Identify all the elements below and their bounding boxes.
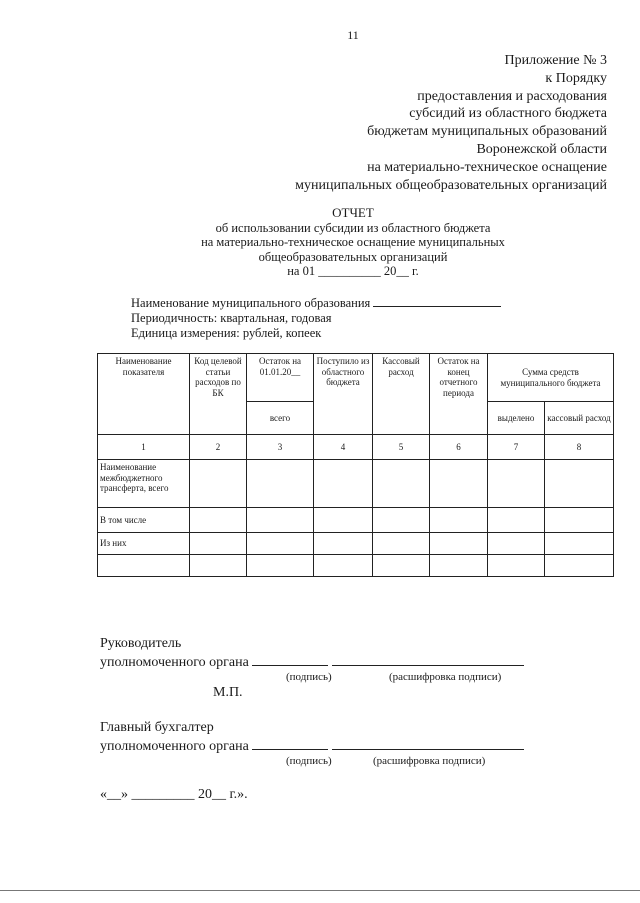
accountant-decoding-line: [332, 737, 524, 750]
date-line: «__» _________ 20__ г.».: [100, 787, 248, 802]
table-row: [98, 533, 614, 555]
header-allocated: выделено: [488, 402, 545, 435]
appendix-line: субсидий из областного бюджета: [409, 106, 607, 122]
header-municipal-budget: Сумма средств муниципального бюджета: [488, 354, 614, 402]
municipality-input-line: [373, 294, 501, 307]
column-number: 1: [98, 435, 190, 460]
stamp-placeholder: М.П.: [213, 685, 243, 700]
row-label: [98, 555, 190, 577]
appendix-line: к Порядку: [545, 70, 607, 86]
head-signature-row: [100, 653, 524, 672]
head-org-label: уполномоченного органа: [100, 655, 249, 670]
row-label: В том числе: [98, 508, 190, 533]
column-number: 7: [488, 435, 545, 460]
row-label: Из них: [98, 533, 190, 555]
accountant-signature-block: [100, 718, 524, 756]
column-number: 8: [545, 435, 614, 460]
column-number: 4: [314, 435, 373, 460]
appendix-line: Воронежской области: [476, 141, 607, 157]
header-sum-cash-expense: кассовый расход: [545, 402, 614, 435]
accountant-title: Главный бухгалтер: [100, 720, 214, 735]
unit-of-measure: Единица измерения: рублей, копеек: [131, 326, 322, 340]
table-row: [98, 555, 614, 577]
column-number: 6: [430, 435, 488, 460]
report-title-block: [0, 206, 640, 279]
appendix-line: муниципальных общеобразовательных организаций: [295, 177, 607, 193]
header-balance-end: Остаток на конец отчетного периода: [430, 354, 488, 435]
header-balance-start: Остаток на 01.01.20__: [247, 354, 314, 402]
appendix-line: Приложение № 3: [504, 53, 607, 68]
head-title: Руководитель: [100, 636, 182, 651]
accountant-signature-caption: (подпись): [286, 755, 332, 767]
head-decoding-caption: (расшифровка подписи): [389, 671, 502, 683]
appendix-line: бюджетам муниципальных образований: [367, 124, 607, 140]
appendix-line: предоставления и расходования: [417, 88, 607, 104]
column-number: 3: [247, 435, 314, 460]
accountant-decoding-caption: (расшифровка подписи): [373, 755, 486, 767]
periodicity: Периодичность: квартальная, годовая: [131, 311, 332, 325]
report-title: ОТЧЕТ: [332, 205, 374, 220]
column-number: 2: [190, 435, 247, 460]
report-table: [97, 353, 614, 577]
head-signature-caption: (подпись): [286, 671, 332, 683]
header-balance-total: всего: [247, 402, 314, 435]
table-row: [98, 460, 614, 508]
report-meta: [131, 294, 501, 341]
head-signature-line: [252, 653, 328, 666]
municipality-row: [131, 294, 501, 311]
head-signature-block: [100, 634, 524, 672]
report-subtitle-line: общеобразовательных организаций: [258, 249, 448, 264]
accountant-signature-line: [252, 737, 328, 750]
header-cash-expense: Кассовый расход: [373, 354, 430, 435]
scan-bottom-edge: [0, 890, 640, 891]
row-label: Наименование межбюджетного трансферта, всего: [98, 460, 190, 508]
column-number: 5: [373, 435, 430, 460]
accountant-org-label: уполномоченного органа: [100, 739, 249, 754]
table-row: [98, 508, 614, 533]
appendix-header: [295, 52, 607, 194]
head-decoding-line: [332, 653, 524, 666]
report-subtitle-line: об использовании субсидии из областного бюджета: [215, 220, 491, 235]
report-subtitle-line: на материально-техническое оснащение муниципальных: [201, 235, 505, 249]
report-date-line: на 01 __________ 20__ г.: [287, 264, 419, 278]
appendix-line: на материально-техническое оснащение: [367, 159, 607, 175]
accountant-signature-row: [100, 737, 524, 756]
page-number: 11: [347, 28, 359, 42]
header-indicator: Наименование показателя: [98, 354, 190, 435]
header-received: Поступило из областного бюджета: [314, 354, 373, 435]
municipality-label: Наименование муниципального образования: [131, 296, 371, 310]
header-code: Код целевой статьи расходов по БК: [190, 354, 247, 435]
